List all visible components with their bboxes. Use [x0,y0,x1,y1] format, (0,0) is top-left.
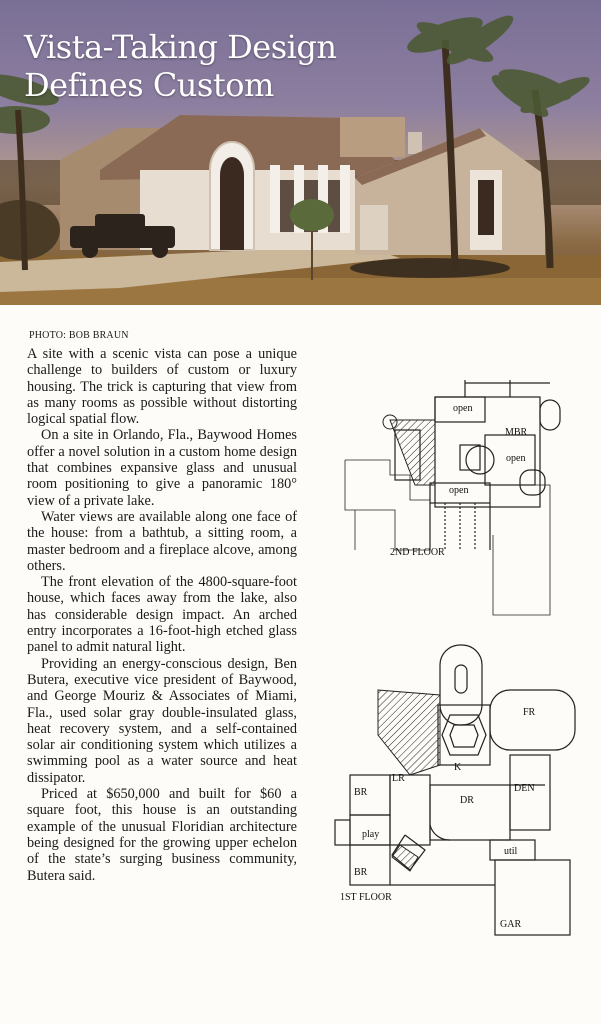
room-br-top: BR [354,787,368,798]
headline-line-1: Vista-Taking Design [24,28,337,66]
first-floor-plan [330,635,580,940]
article-body [27,346,297,884]
room-play: play [362,829,380,840]
room-dr: DR [460,795,474,806]
paragraph-2: On a site in Orlando, Fla., Baywood Homes offer a novel solution in a custom home design that combines expansive glass and unusual room positioning to give a panoramic 180° view of a private lake. [27,427,297,509]
room-fr: FR [523,707,536,718]
paragraph-6: Priced at $650,000 and built for $60 a square foot, this house is an outstanding example of the unusual Floridian architecture being designed for the growing upper echelon of the state’s surging business community, Butera said. [27,786,297,884]
room-open-top: open [453,403,473,414]
room-den: DEN [514,783,535,794]
room-mbr: MBR [505,427,528,438]
paragraph-3: Water views are available along one face of the house: from a bathtub, a sitting room, a master bedroom and a fireplace alcove, among others. [27,508,297,574]
paragraph-5: Providing an energy-conscious design, Ben Butera, executive vice president of Baywood, and George Mouriz & Associates of Miami, Fla., used solar gray double-insulated glass, heat recovery system, and a self-contained solar air conditioning system which utilizes a swimming pool as a water source and heat dissipator. [27,655,297,786]
room-gar: GAR [500,919,522,930]
headline [24,28,336,104]
room-k: K [454,762,462,773]
headline-line-2: Defines Custom [24,66,274,104]
room-open-right: open [506,453,526,464]
room-br-bottom: BR [354,867,368,878]
room-lr: LR [392,773,405,784]
photo-credit: PHOTO: BOB BRAUN [29,330,129,341]
room-open-bottom: open [449,485,469,496]
paragraph-1: A site with a scenic vista can pose a unique challenge to builders of custom or luxury housing. The trick is capturing that view from as many rooms as possible without distorting logical spatial flow. [27,346,297,428]
second-floor-plan [335,375,575,625]
house-photo [0,0,601,305]
second-floor-drawing [335,375,575,625]
room-util: util [504,846,518,857]
second-floor-caption: 2ND FLOOR [390,547,445,558]
first-floor-drawing [330,635,580,940]
paragraph-4: The front elevation of the 4800-square-foot house, which faces away from the lake, also has considerable design impact. An arched entry incorporates a 16-foot-high etched glass panel to admit natural light. [27,574,297,656]
first-floor-caption: 1ST FLOOR [340,892,392,903]
